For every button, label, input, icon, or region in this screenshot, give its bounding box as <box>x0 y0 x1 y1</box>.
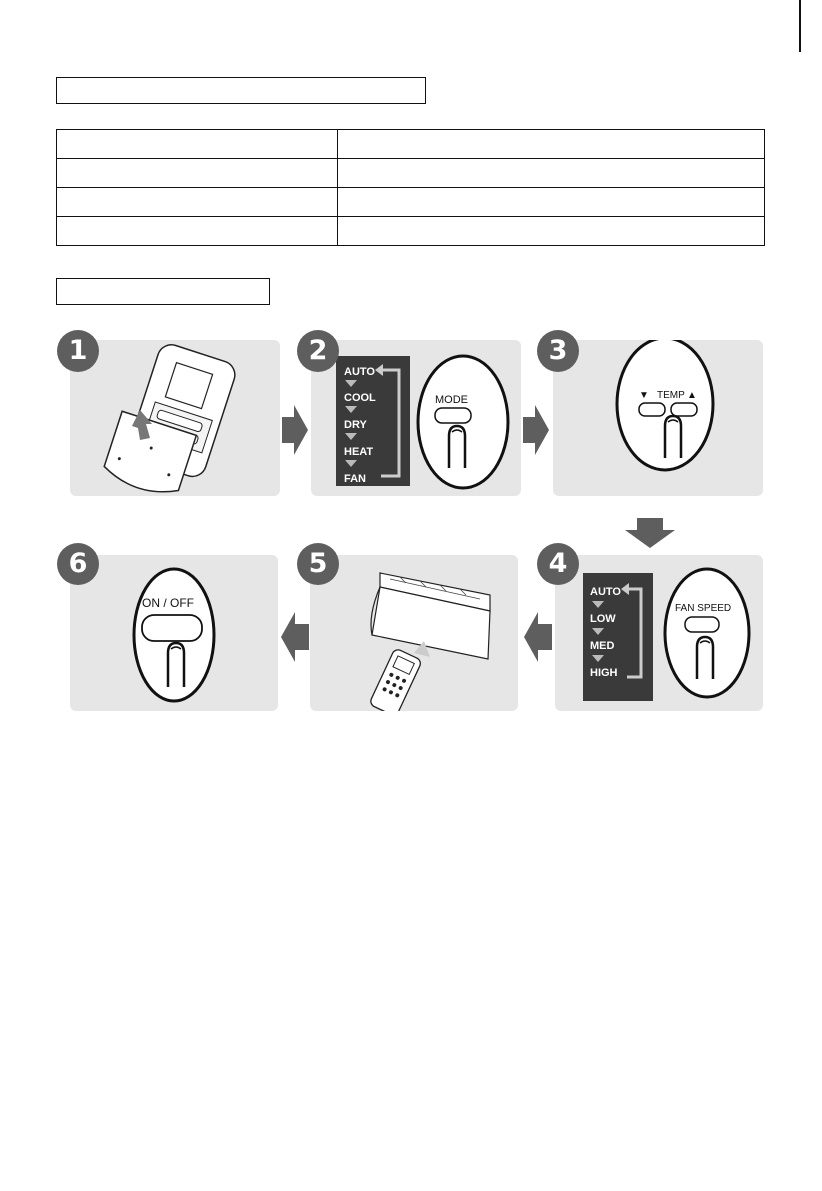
step-4-panel <box>555 555 763 711</box>
mode-dry-label: DRY <box>344 419 367 431</box>
fan-speed-button-illustration <box>555 555 763 711</box>
table-cell <box>338 159 765 188</box>
point-remote-at-unit-illustration <box>310 555 518 711</box>
temp-down-symbol: ▼ <box>639 390 649 401</box>
step-3-panel <box>553 340 763 496</box>
mode-button-label: MODE <box>435 394 468 406</box>
table-row <box>57 217 765 246</box>
table-cell <box>338 130 765 159</box>
table-row <box>57 188 765 217</box>
mode-auto-label: AUTO <box>344 366 375 378</box>
on-off-label: ON / OFF <box>142 596 194 610</box>
step-3-badge: 3 <box>537 330 579 372</box>
mode-heat-label: HEAT <box>344 446 374 458</box>
step-2-panel <box>311 340 521 496</box>
on-off-button-illustration <box>70 555 278 711</box>
temp-up-symbol: ▲ <box>687 390 697 401</box>
speed-low-label: LOW <box>590 613 616 625</box>
fan-speed-label: FAN SPEED <box>675 603 732 614</box>
mode-fan-label: FAN <box>344 473 366 485</box>
step-2-badge: 2 <box>297 330 339 372</box>
speed-auto-label: AUTO <box>590 586 621 598</box>
mode-cool-label: COOL <box>344 392 376 404</box>
table-cell <box>338 217 765 246</box>
table-cell <box>57 217 338 246</box>
step-1-badge: 1 <box>57 330 99 372</box>
step-6-panel <box>70 555 278 711</box>
left-arrow-icon <box>524 612 552 662</box>
left-arrow-icon <box>281 612 309 662</box>
mode-button-illustration <box>311 340 521 496</box>
right-arrow-icon <box>282 405 310 455</box>
spec-table <box>56 129 765 246</box>
table-cell <box>57 188 338 217</box>
table-cell <box>57 130 338 159</box>
temp-button-label: TEMP <box>657 390 685 401</box>
step-1-panel <box>70 340 280 496</box>
section-heading-box-2 <box>56 278 270 305</box>
table-row <box>57 130 765 159</box>
down-arrow-icon <box>625 518 675 548</box>
step-5-badge: 5 <box>297 543 339 585</box>
table-row <box>57 159 765 188</box>
table-cell <box>338 188 765 217</box>
table-cell <box>57 159 338 188</box>
section-heading-box-1 <box>56 77 426 104</box>
step-6-badge: 6 <box>57 543 99 585</box>
step-4-badge: 4 <box>537 543 579 585</box>
battery-insertion-illustration <box>70 340 280 496</box>
page-corner-mark <box>799 0 801 52</box>
temp-button-illustration <box>553 340 763 496</box>
speed-med-label: MED <box>590 640 615 652</box>
right-arrow-icon <box>523 405 551 455</box>
step-5-panel <box>310 555 518 711</box>
speed-high-label: HIGH <box>590 667 618 679</box>
